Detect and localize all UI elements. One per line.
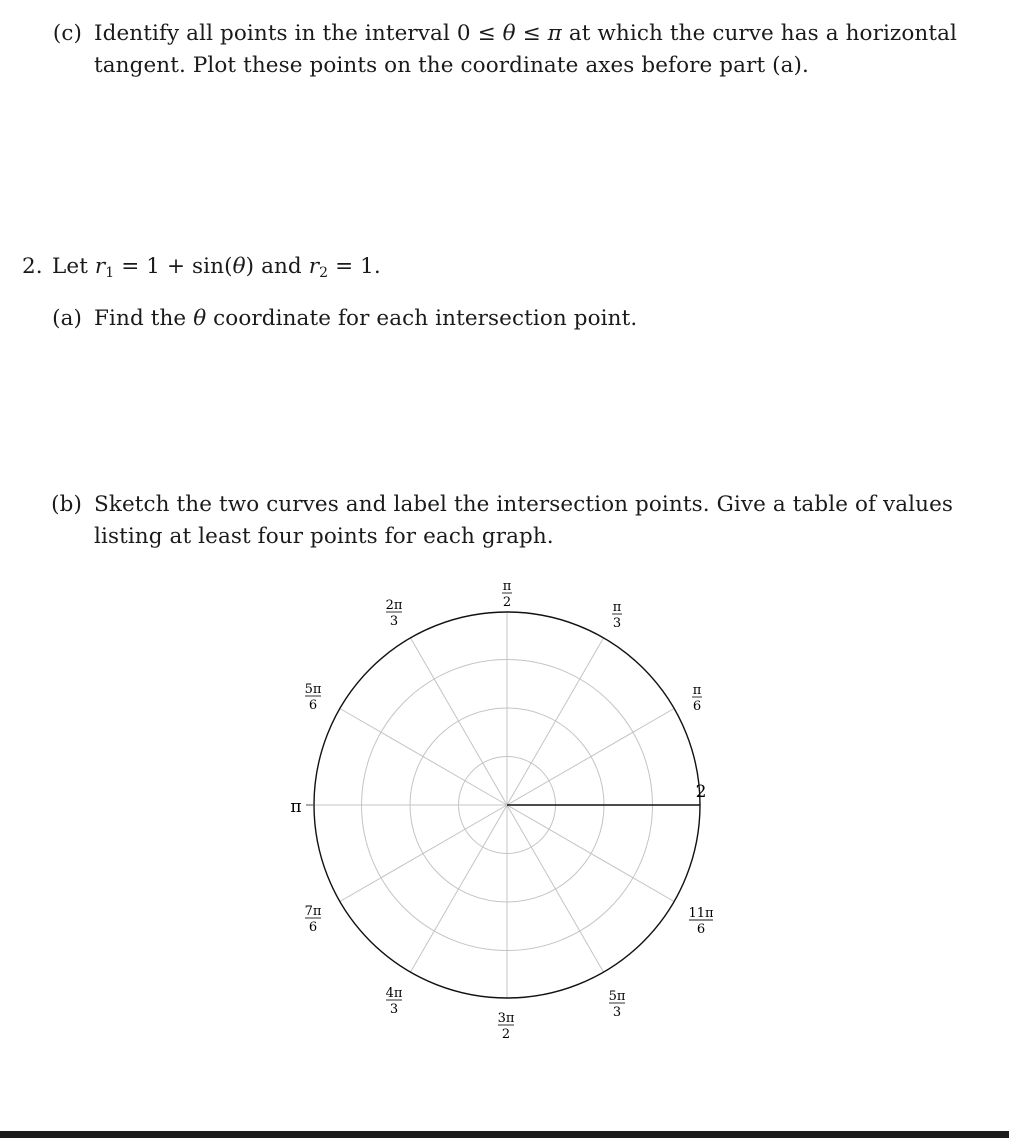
angle-label-numerator: 5π <box>304 682 322 697</box>
angle-label-denominator: 6 <box>308 698 318 713</box>
problem-2-text: Let $r_1 = 1 + \sin(\theta)$ and $r_2 = 1$. <box>52 254 381 281</box>
angle-label <box>305 904 322 935</box>
bottom-bar <box>0 1131 1009 1138</box>
angle-label-numerator: 3π <box>497 1011 515 1026</box>
part-2a-text: Find the θ coordinate for each intersection point. <box>94 306 638 331</box>
part-label: (a) <box>52 306 82 331</box>
part-label: (b) <box>51 492 82 517</box>
angle-label <box>386 986 403 1017</box>
angle-label-single: π <box>290 797 302 817</box>
grid-spoke <box>507 805 604 972</box>
angle-label <box>502 579 512 610</box>
angle-label-denominator: 3 <box>612 616 622 631</box>
angle-label-numerator: 2π <box>385 598 403 613</box>
angle-label-denominator: 6 <box>692 699 702 714</box>
angle-label-numerator: π <box>612 600 622 615</box>
radial-max-label: 2 <box>695 782 707 802</box>
angle-label <box>688 906 714 937</box>
angle-label <box>305 682 322 713</box>
angle-label-numerator: π <box>502 579 512 594</box>
angle-label <box>498 1011 515 1042</box>
angle-label <box>609 989 626 1020</box>
part-2b-line-2: listing at least four points for each graph. <box>94 524 554 549</box>
grid-spoke <box>411 805 508 972</box>
angle-label-denominator: 2 <box>501 1027 511 1042</box>
angle-label-denominator: 6 <box>308 920 318 935</box>
grid-spoke <box>340 709 507 806</box>
part-1c-line-1: Identify all points in the interval 0 ≤ θ ≤ π at which the curve has a horizontal <box>94 21 957 46</box>
angle-label-denominator: 3 <box>612 1005 622 1020</box>
part-2b-line-1: Sketch the two curves and label the intersection points. Give a table of values <box>94 492 954 517</box>
angle-label <box>692 683 702 714</box>
part-label: (c) <box>52 21 82 46</box>
angle-label <box>612 600 622 631</box>
part-1c-line-2: tangent. Plot these points on the coordinate axes before part (a). <box>94 53 809 78</box>
angle-label-numerator: 4π <box>385 986 403 1001</box>
angle-label-denominator: 3 <box>389 614 399 629</box>
grid-spoke <box>507 805 674 902</box>
angle-label-numerator: 7π <box>304 904 322 919</box>
angle-label <box>386 598 403 629</box>
grid-spoke <box>340 805 507 902</box>
angle-label <box>290 797 301 817</box>
angle-label-denominator: 6 <box>696 922 706 937</box>
angle-label-denominator: 2 <box>502 595 512 610</box>
grid-spoke <box>507 709 674 806</box>
grid-spoke <box>411 638 508 805</box>
angle-label-numerator: π <box>692 683 702 698</box>
angle-label-numerator: 5π <box>608 989 626 1004</box>
problem-number: 2. <box>22 254 43 279</box>
grid-spoke <box>507 638 604 805</box>
angle-label-numerator: 11π <box>688 906 714 921</box>
angle-label-denominator: 3 <box>389 1002 399 1017</box>
